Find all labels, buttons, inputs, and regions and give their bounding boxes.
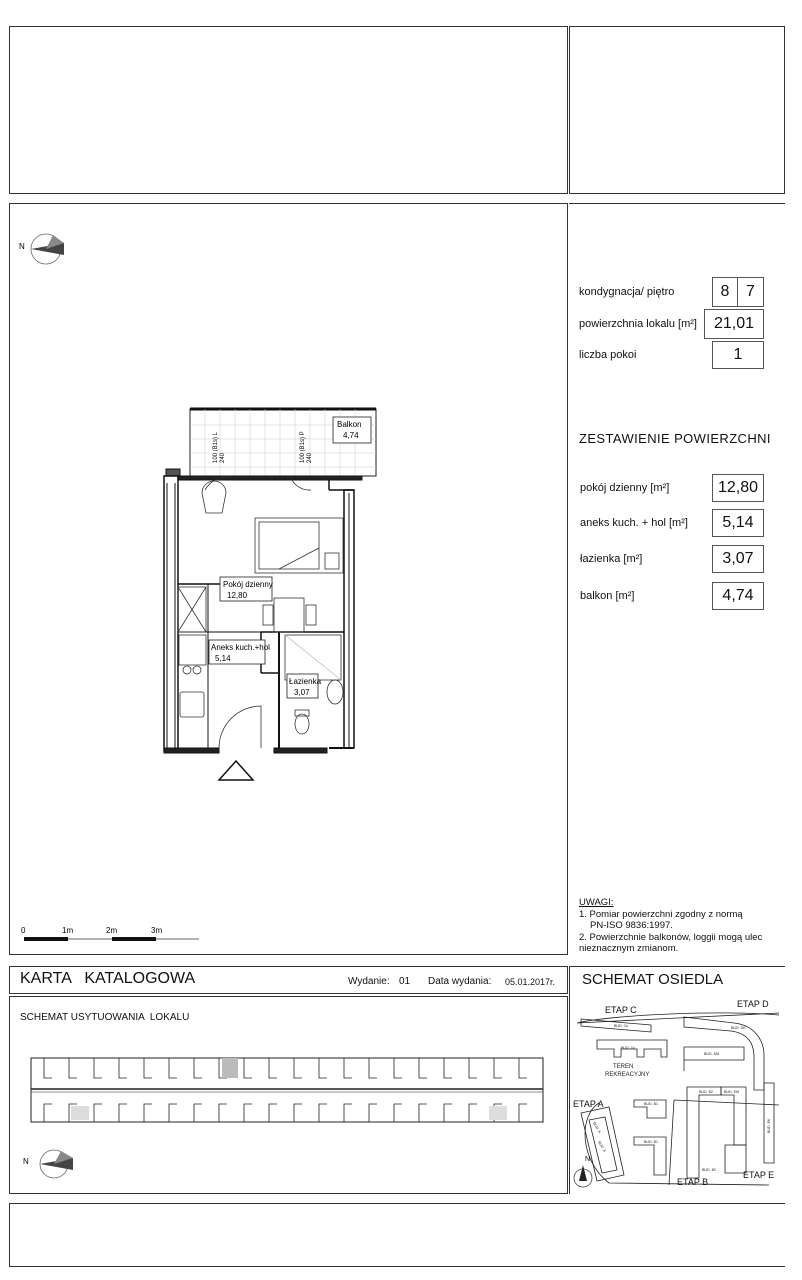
notes-line: 1. Pomiar powierzchni zgodny z normą [579, 908, 743, 920]
summary-title: ZESTAWIENIE POWIERZCHNI [579, 431, 771, 446]
estate-etap-label: ETAP C [605, 1005, 637, 1015]
estate-scheme-title: SCHEMAT OSIEDLA [582, 971, 724, 988]
living-name: Pokój dzienny [223, 580, 273, 589]
notes-title: UWAGI: [579, 897, 614, 908]
door-label: 240 [220, 452, 226, 463]
balcony [190, 409, 376, 476]
door-label: 240 [307, 452, 313, 463]
location-scheme-title: SCHEMAT USYTUOWANIA LOKALU [20, 1012, 190, 1023]
summary-row-label: łazienka [m²] [580, 553, 643, 565]
scale-label: 2m [106, 926, 118, 935]
summary-row-label: aneks kuch. + hol [m²] [580, 517, 688, 529]
notes-line: nieznacznym zmianom. [579, 943, 679, 954]
catalog-title: KARTA KATALOGOWA [20, 970, 196, 987]
rooms-value: 1 [712, 341, 764, 369]
notes-line: 2. Powierzchnie balkonów, loggii mogą ulec [579, 931, 763, 943]
estate-building-label: BUD. DM [704, 1052, 720, 1056]
estate-map [569, 995, 785, 1193]
header-left-panel [9, 26, 568, 194]
door-label: 100 (B1s) P [300, 431, 306, 463]
notes [579, 897, 762, 955]
furniture [178, 477, 343, 748]
location-north-arrow [23, 1150, 73, 1178]
location-north-label: N [23, 1157, 29, 1166]
estate-building-label: BUD. B2 [702, 1168, 716, 1172]
summary-row-value: 5,14 [712, 509, 764, 537]
north-arrow [19, 234, 64, 264]
north-label: N [19, 242, 25, 251]
kitchen-name: Aneks kuch.+hol [211, 643, 270, 652]
area-label: powierzchnia lokalu [m²] [579, 318, 697, 330]
scale-bar [21, 926, 199, 941]
estate-park-label: TEREN [613, 1064, 634, 1070]
estate-building-label: BUD. B1 [644, 1102, 658, 1106]
balcony-area: 4,74 [343, 431, 359, 440]
rooms-label: liczba pokoi [579, 349, 637, 361]
storey-label: kondygnacja/ piętro [579, 286, 675, 298]
bath-area: 3,07 [294, 688, 310, 697]
estate-etap-label: ETAP A [573, 1099, 604, 1109]
estate-building-label: BUD. EM [724, 1090, 739, 1094]
estate-etap-label: ETAP E [743, 1170, 775, 1180]
storey-value-1: 8 [712, 277, 738, 307]
scale-label: 0 [21, 926, 26, 935]
room-labels [209, 577, 322, 698]
estate-etap-label: ETAP D [737, 999, 769, 1009]
estate-building-label: BUD. DK [731, 1026, 746, 1030]
estate-north-arrow [574, 1156, 592, 1187]
estate-park-label: REKREACYJNY [605, 1072, 650, 1078]
living-area: 12,80 [227, 591, 248, 600]
storey-value-2: 7 [737, 277, 764, 307]
summary-row-label: balkon [m²] [580, 590, 635, 602]
date-label: Data wydania: [428, 976, 492, 987]
estate-north-label: N [585, 1156, 591, 1163]
notes-line: PN-ISO 9836:1997. [590, 920, 673, 931]
estate-building-label: BUD. A [597, 1140, 607, 1153]
edition-value: 01 [399, 976, 411, 987]
summary-row-value: 4,74 [712, 582, 764, 610]
area-value: 21,01 [704, 309, 764, 339]
floor-plan [9, 203, 568, 955]
header-right-panel [569, 26, 785, 194]
scale-label: 3m [151, 926, 163, 935]
door-label: 100 (B1s) L [213, 431, 219, 463]
bath-name: Łazienka [289, 677, 322, 686]
estate-building-label: BUD. B1 [644, 1140, 658, 1144]
estate-building-label: BUD. Cu [621, 1046, 636, 1050]
summary-row-label: pokój dzienny [m²] [580, 482, 670, 494]
date-value: 05.01.2017r. [505, 977, 556, 987]
estate-etap-label: ETAP B [677, 1177, 709, 1187]
estate-building-label: BUD. A [592, 1121, 602, 1134]
summary-row-value: 12,80 [712, 474, 764, 502]
kitchen-area: 5,14 [215, 654, 231, 663]
summary-row-value: 3,07 [712, 545, 764, 573]
entrance-marker [219, 761, 253, 780]
scale-label: 1m [62, 926, 74, 935]
balcony-name: Balkon [337, 420, 362, 429]
bottom-panel [9, 1203, 785, 1267]
estate-building-label: BUD. EK [767, 1118, 771, 1133]
edition-label: Wydanie: [348, 976, 390, 987]
location-scheme [9, 996, 568, 1194]
estate-building-label: BUD. Cs [614, 1024, 628, 1028]
estate-building-label: BUD. B2 [699, 1090, 713, 1094]
